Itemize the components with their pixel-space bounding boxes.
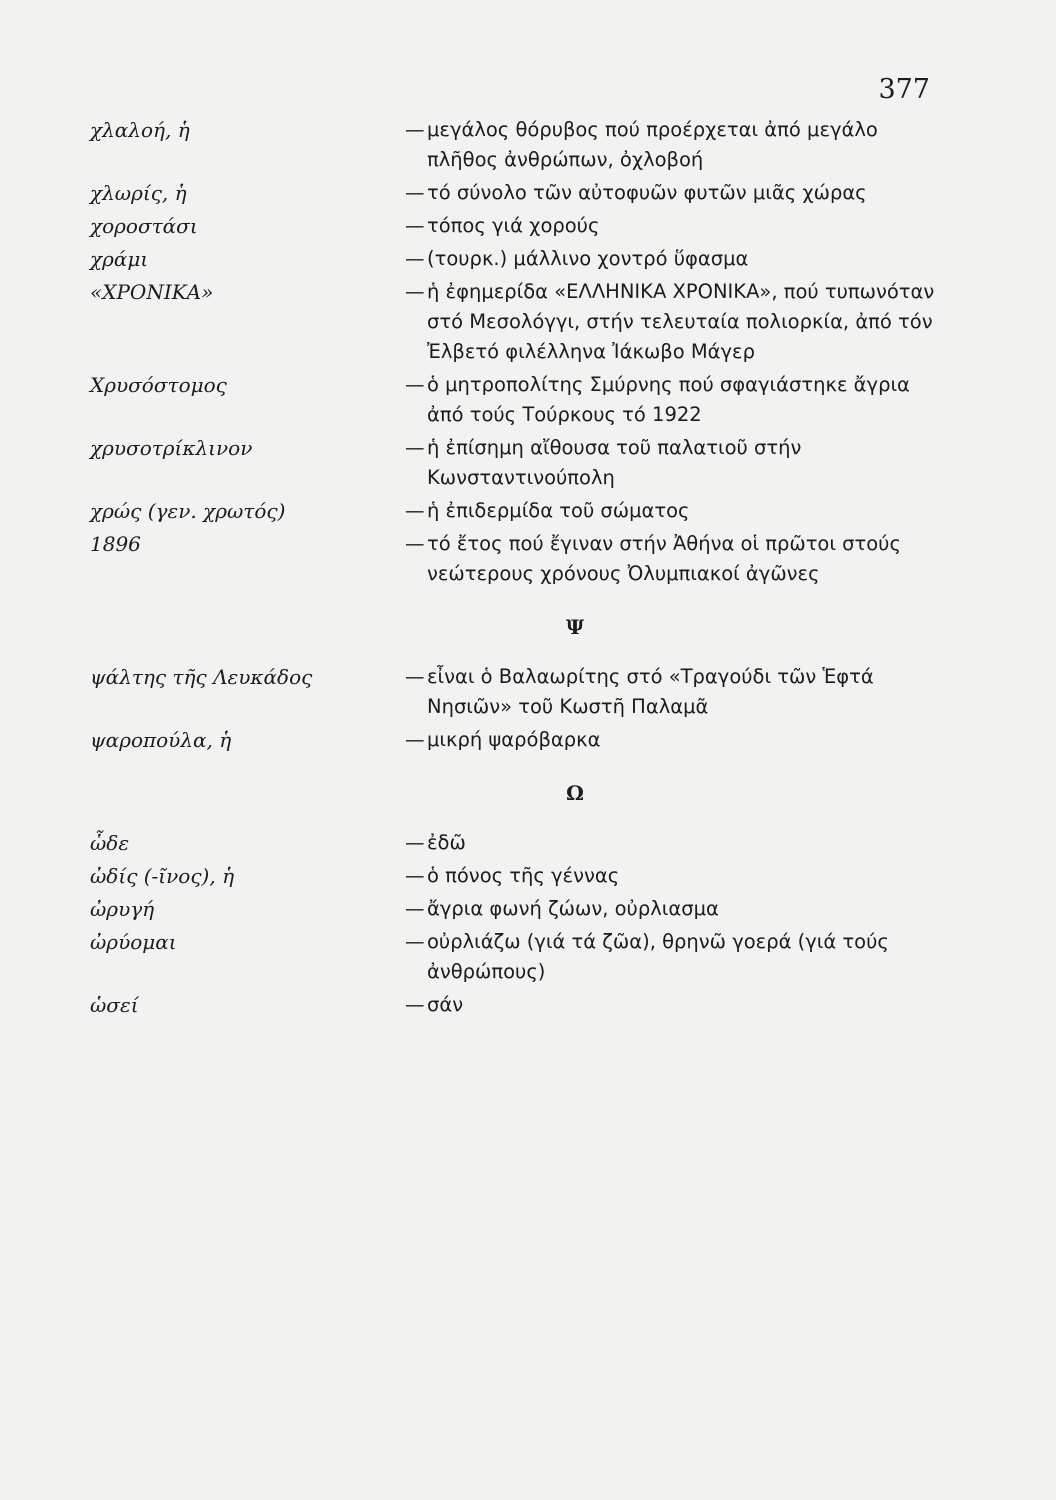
entry-definition	[405, 208, 940, 241]
entry-definition-text: τόπος γιά χορούς	[427, 214, 600, 237]
entry-dash: —	[405, 118, 425, 141]
entry-definition	[405, 825, 940, 858]
entry-definition-text: τό ἔτος πού ἔγιναν στήν Ἀθήνα οἱ πρῶτοι στούς νεώτερους χρόνους Ὀλυμπιακοί ἀγῶνες	[427, 532, 901, 585]
entry-term: «ΧΡΟΝΙΚΑ»	[90, 280, 214, 304]
entry-definition-text: (τουρκ.) μάλλινο χοντρό ὕφασμα	[427, 247, 749, 270]
entry-dash: —	[405, 864, 425, 887]
glossary-entry	[90, 891, 940, 924]
entry-definition	[405, 722, 940, 755]
entry-definition-text: ἡ ἐπιδερμίδα τοῦ σώματος	[427, 499, 690, 522]
entry-dash: —	[405, 728, 425, 751]
entry-definition	[405, 924, 940, 987]
section-spacer	[90, 811, 940, 825]
entry-term: χλαλοή, ἡ	[90, 118, 190, 142]
glossary-entry	[90, 825, 940, 858]
entry-term: ὡσεί	[90, 993, 139, 1017]
entry-term: Χρυσόστομος	[90, 373, 227, 397]
entry-dash: —	[405, 930, 425, 953]
entry-dash: —	[405, 993, 425, 1016]
glossary-entry	[90, 858, 940, 891]
entry-definition-text: ἐδῶ	[427, 831, 466, 854]
entry-definition-text: ἡ ἐπίσημη αἴθουσα τοῦ παλατιοῦ στήν Κωνσταντινούπολη	[427, 436, 802, 489]
entry-term: 1896	[90, 532, 141, 556]
entry-definition	[405, 987, 940, 1020]
entry-definition-text: εἶναι ὁ Βαλαωρίτης στό «Τραγούδι τῶν Ἑφτά Νησιῶν» τοῦ Κωστῆ Παλαμᾶ	[427, 665, 874, 718]
entry-dash: —	[405, 436, 425, 459]
glossary-entry	[90, 367, 940, 430]
entry-definition-text: ἡ ἐφημερίδα «ΕΛΛΗΝΙΚΑ ΧΡΟΝΙΚΑ», πού τυπωνόταν στό Μεσολόγγι, στήν τελευταία πολιορκία, ἀπό τόν Ἐλβετό φιλέλληνα Ἰάκωβο Μάγερ	[427, 280, 935, 363]
entry-term: ψαροπούλα, ἡ	[90, 728, 232, 752]
glossary-entry	[90, 493, 940, 526]
entry-term: χοροστάσι	[90, 214, 198, 238]
entry-definition-text: ὁ πόνος τῆς γέννας	[427, 864, 620, 887]
entry-dash: —	[405, 499, 425, 522]
entry-definition	[405, 858, 940, 891]
entry-term: ὠρύομαι	[90, 930, 177, 954]
entry-definition	[405, 891, 940, 924]
entry-definition	[405, 175, 940, 208]
entry-definition	[405, 659, 940, 722]
entry-definition-text: σάν	[427, 993, 464, 1016]
section-letter: Ω	[566, 781, 584, 805]
entry-definition-text: ὁ μητροπολίτης Σμύρνης πού σφαγιάστηκε ἄγρια ἀπό τούς Τούρκους τό 1922	[427, 373, 910, 426]
glossary-entry	[90, 987, 940, 1020]
entry-definition	[405, 493, 940, 526]
entry-term: χρυσοτρίκλινον	[90, 436, 253, 460]
section-spacer	[90, 589, 940, 609]
glossary-entry	[90, 274, 940, 367]
entry-dash: —	[405, 214, 425, 237]
section-spacer	[90, 755, 940, 775]
glossary-entry	[90, 526, 940, 589]
entry-definition-text: ἄγρια φωνή ζώων, οὐρλιασμα	[427, 897, 719, 920]
glossary-entry	[90, 430, 940, 493]
page-number: 377	[878, 74, 930, 105]
entry-dash: —	[405, 897, 425, 920]
entry-term: ὠδίς (-ῖνος), ἡ	[90, 864, 235, 888]
entry-dash: —	[405, 373, 425, 396]
section-spacer	[90, 645, 940, 659]
entry-term: χρώς (γεν. χρωτός)	[90, 499, 286, 523]
entry-term: ὠρυγή	[90, 897, 155, 921]
entry-dash: —	[405, 831, 425, 854]
glossary-entry	[90, 659, 940, 722]
glossary-entry	[90, 722, 940, 755]
entry-definition-text: μικρή ψαρόβαρκα	[427, 728, 601, 751]
glossary-list	[90, 112, 940, 1020]
entry-term: χράμι	[90, 247, 149, 271]
entry-dash: —	[405, 247, 425, 270]
glossary-entry	[90, 208, 940, 241]
entry-definition	[405, 274, 940, 367]
glossary-entry	[90, 241, 940, 274]
glossary-entry	[90, 175, 940, 208]
entry-dash: —	[405, 532, 425, 555]
entry-dash: —	[405, 665, 425, 688]
entry-term: χλωρίς, ἡ	[90, 181, 187, 205]
entry-definition-text: τό σύνολο τῶν αὐτοφυῶν φυτῶν μιᾶς χώρας	[427, 181, 867, 204]
entry-term: ὧδε	[90, 831, 130, 855]
entry-definition-text: μεγάλος θόρυβος πού προέρχεται ἀπό μεγάλο πλῆθος ἀνθρώπων, ὀχλοβοή	[427, 118, 878, 171]
entry-definition	[405, 112, 940, 175]
entry-definition	[405, 430, 940, 493]
entry-dash: —	[405, 181, 425, 204]
entry-definition	[405, 241, 940, 274]
entry-dash: —	[405, 280, 425, 303]
entry-definition-text: οὐρλιάζω (γιά τά ζῶα), θρηνῶ γοερά (γιά τούς ἀνθρώπους)	[427, 930, 889, 983]
entry-definition	[405, 526, 940, 589]
entry-term: ψάλτης τῆς Λευκάδος	[90, 665, 313, 689]
entry-definition	[405, 367, 940, 430]
glossary-entry	[90, 924, 940, 987]
section-letter: Ψ	[565, 615, 585, 639]
glossary-entry	[90, 112, 940, 175]
